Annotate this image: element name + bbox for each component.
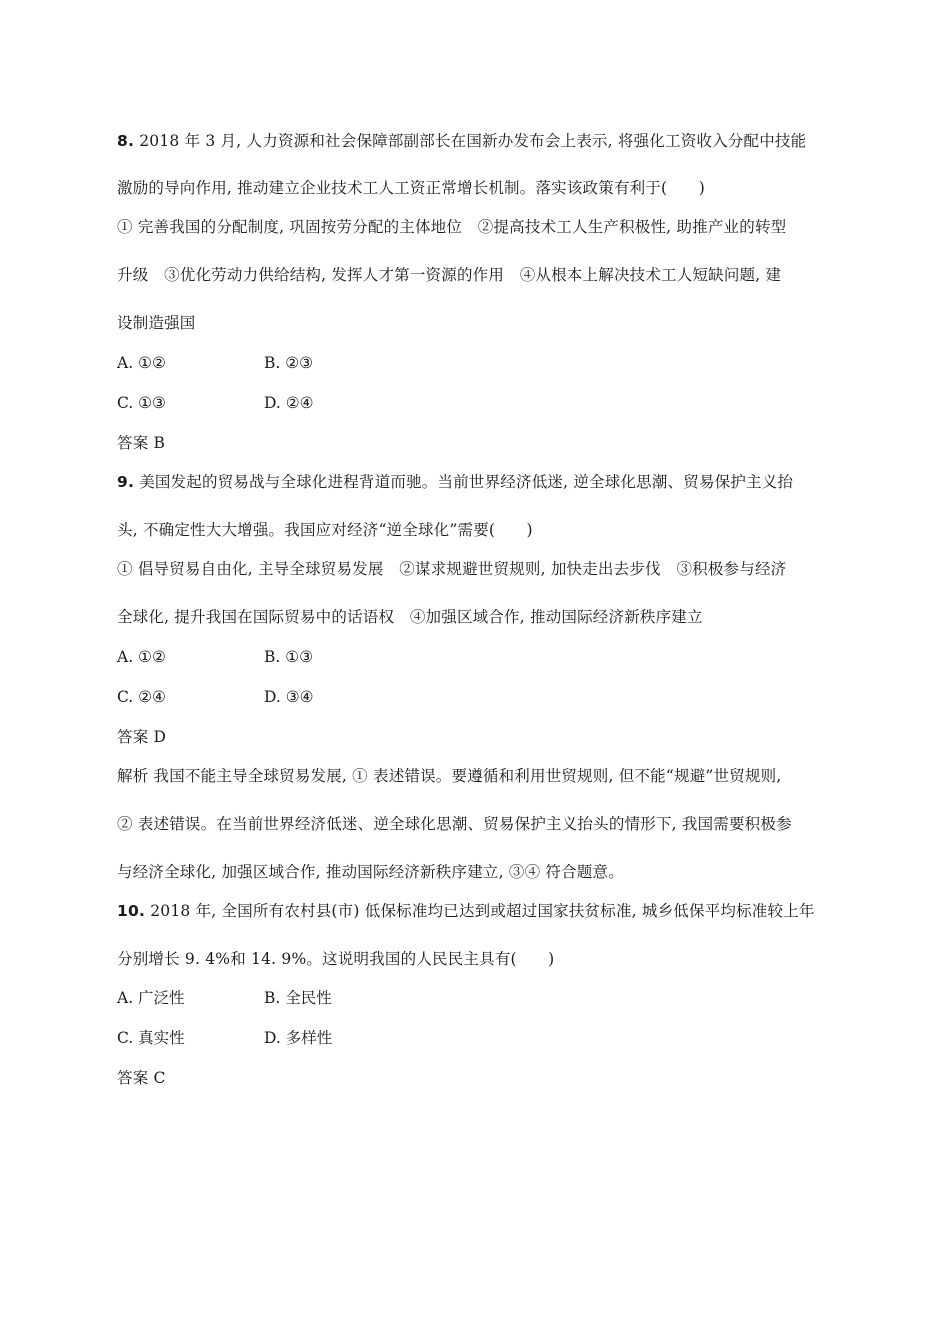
q8-stem-line-2: 激励的导向作用, 推动建立企业技术工人工资正常增长机制。落实该政策有利于( ): [117, 179, 705, 197]
q9-analysis-line-2: ② 表述错误。在当前世界经济低迷、逆全球化思潮、贸易保护主义抬头的情形下, 我国需要积极参: [117, 815, 792, 833]
q8-statement-line-1: ① 完善我国的分配制度, 巩固按劳分配的主体地位 ②提高技术工人生产积极性, 助推产业的转型: [117, 218, 787, 236]
q8-options-row-2: [117, 393, 314, 413]
q9-statement-line-1: ① 倡导贸易自由化, 主导全球贸易发展 ②谋求规避世贸规则, 加快走出去步伐 ③积极参与经济: [117, 560, 787, 578]
q10-number: 10.: [117, 902, 146, 920]
q10-option-c: C. 真实性: [117, 1029, 185, 1047]
q10-stem-line-1: [117, 901, 815, 921]
q10-option-d: D. 多样性: [264, 1029, 333, 1047]
q9-number: 9.: [117, 473, 135, 491]
q8-option-c: C. ①③: [117, 394, 166, 412]
q8-statement-line-2: 升级 ③优化劳动力供给结构, 发挥人才第一资源的作用 ④从根本上解决技术工人短缺问题, 建: [117, 266, 782, 284]
q8-option-a: A. ①②: [117, 354, 166, 372]
q8-stem-line-1: [117, 131, 806, 151]
q10-stem-line-2: 分别增长 9. 4%和 14. 9%。这说明我国的人民民主具有( ): [117, 950, 555, 968]
q10-answer: 答案 C: [117, 1069, 166, 1087]
q10-option-a: A. 广泛性: [117, 989, 185, 1007]
q9-stem-line-1: [117, 472, 793, 492]
q8-statement-line-3: 设制造强国: [117, 314, 196, 332]
q9-options-row-1: [117, 647, 313, 667]
q9-stem-line-2: 头, 不确定性大大增强。我国应对经济“逆全球化”需要( ): [117, 521, 533, 539]
q9-statement-line-2: 全球化, 提升我国在国际贸易中的话语权 ④加强区域合作, 推动国际经济新秩序建立: [117, 608, 703, 626]
q9-option-b: B. ①③: [264, 648, 314, 666]
q8-options-row-1: [117, 353, 313, 373]
q9-answer: 答案 D: [117, 728, 167, 746]
q9-option-a: A. ①②: [117, 648, 166, 666]
q9-analysis-line-3: 与经济全球化, 加强区域合作, 推动国际经济新秩序建立, ③④ 符合题意。: [117, 863, 624, 881]
q8-stem-text-1: 2018 年 3 月, 人力资源和社会保障部副部长在国新办发布会上表示, 将强化工资收入分配中技能: [134, 132, 807, 150]
q8-option-b: B. ②③: [264, 354, 314, 372]
q9-options-row-2: [117, 687, 314, 707]
q10-stem-text-1: 2018 年, 全国所有农村县(市) 低保标准均已达到或超过国家扶贫标准, 城乡低保平均标准较上年: [145, 902, 815, 920]
q10-options-row-2: [117, 1028, 332, 1048]
q8-number: 8.: [117, 132, 135, 150]
q9-option-c: C. ②④: [117, 688, 166, 706]
q10-option-b: B. 全民性: [264, 989, 332, 1007]
q9-stem-text-1: 美国发起的贸易战与全球化进程背道而驰。当前世界经济低迷, 逆全球化思潮、贸易保护主义抬: [134, 473, 794, 491]
q8-answer: 答案 B: [117, 434, 166, 452]
q9-option-d: D. ③④: [264, 688, 314, 706]
q9-analysis-line-1: 解析 我国不能主导全球贸易发展, ① 表述错误。要遵循和利用世贸规则, 但不能“规避”世贸规则,: [117, 767, 782, 785]
q10-options-row-1: [117, 988, 332, 1008]
q8-option-d: D. ②④: [264, 394, 314, 412]
